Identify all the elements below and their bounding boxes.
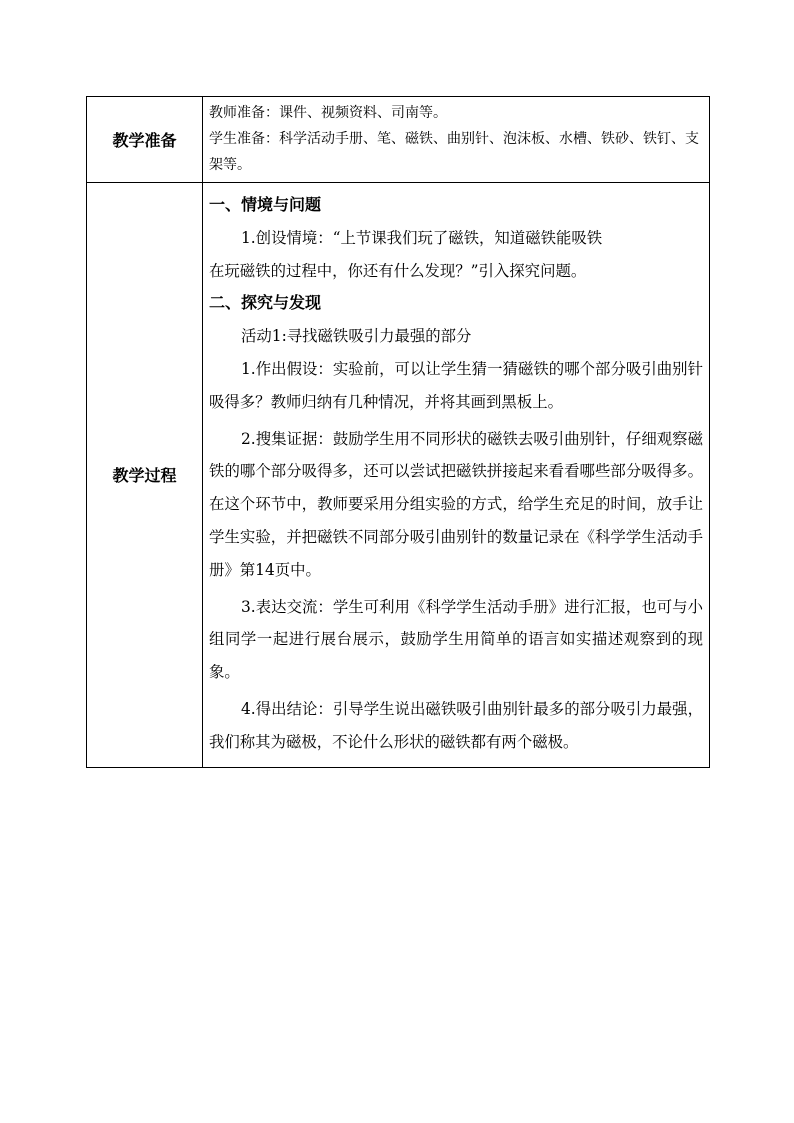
student-prep: 学生准备：科学活动手册、笔、磁铁、曲别针、泡沫板、水槽、铁砂、铁钉、支架等。 bbox=[209, 131, 699, 173]
lesson-plan-table bbox=[86, 96, 710, 768]
step-communicate: 3.表达交流：学生可利用《科学学生活动手册》进行汇报，也可与小组同学一起进行展台展示，鼓励学生用简单的语言如实描述观察到的现象。 bbox=[209, 597, 703, 682]
section-heading-1: 一、情境与问题 bbox=[209, 195, 322, 214]
process-content bbox=[203, 183, 710, 768]
teacher-prep: 教师准备：课件、视频资料、司南等。 bbox=[209, 105, 447, 121]
activity-1-title: 活动1:寻找磁铁吸引力最强的部分 bbox=[241, 327, 472, 346]
prep-content bbox=[203, 97, 710, 183]
step-hypothesis: 1.作出假设：实验前，可以让学生猜一猜磁铁的哪个部分吸引曲别针吸得多？教师归纳有几种情况，并将其画到黑板上。 bbox=[209, 359, 703, 411]
step-create-scenario: 1.创设情境：“上节课我们玩了磁铁，知道磁铁能吸铁 bbox=[241, 228, 603, 247]
section-heading-2: 二、探究与发现 bbox=[209, 293, 322, 313]
process-row bbox=[87, 183, 710, 768]
step-collect-evidence: 2.搜集证据：鼓励学生用不同形状的磁铁去吸引曲别针，仔细观察磁铁的哪个部分吸得多，还可以尝试把磁铁拼接起来看看哪些部分吸得多。在这个环节中，教师要采用分组实验的方式，给学生充足的时间，放手让学生实验，并把磁铁不同部分吸引曲别针的数量记录在《科学学生活动手册》第14页中。 bbox=[209, 429, 703, 579]
prep-label: 教学准备 bbox=[87, 97, 203, 183]
step-create-scenario-cont: 在玩磁铁的过程中，你还有什么发现？”引入探究问题。 bbox=[209, 261, 587, 280]
step-conclusion: 4.得出结论：引导学生说出磁铁吸引曲别针最多的部分吸引力最强，我们称其为磁极，不论什么形状的磁铁都有两个磁极。 bbox=[209, 699, 703, 751]
process-label: 教学过程 bbox=[87, 183, 203, 768]
prep-row bbox=[87, 97, 710, 183]
